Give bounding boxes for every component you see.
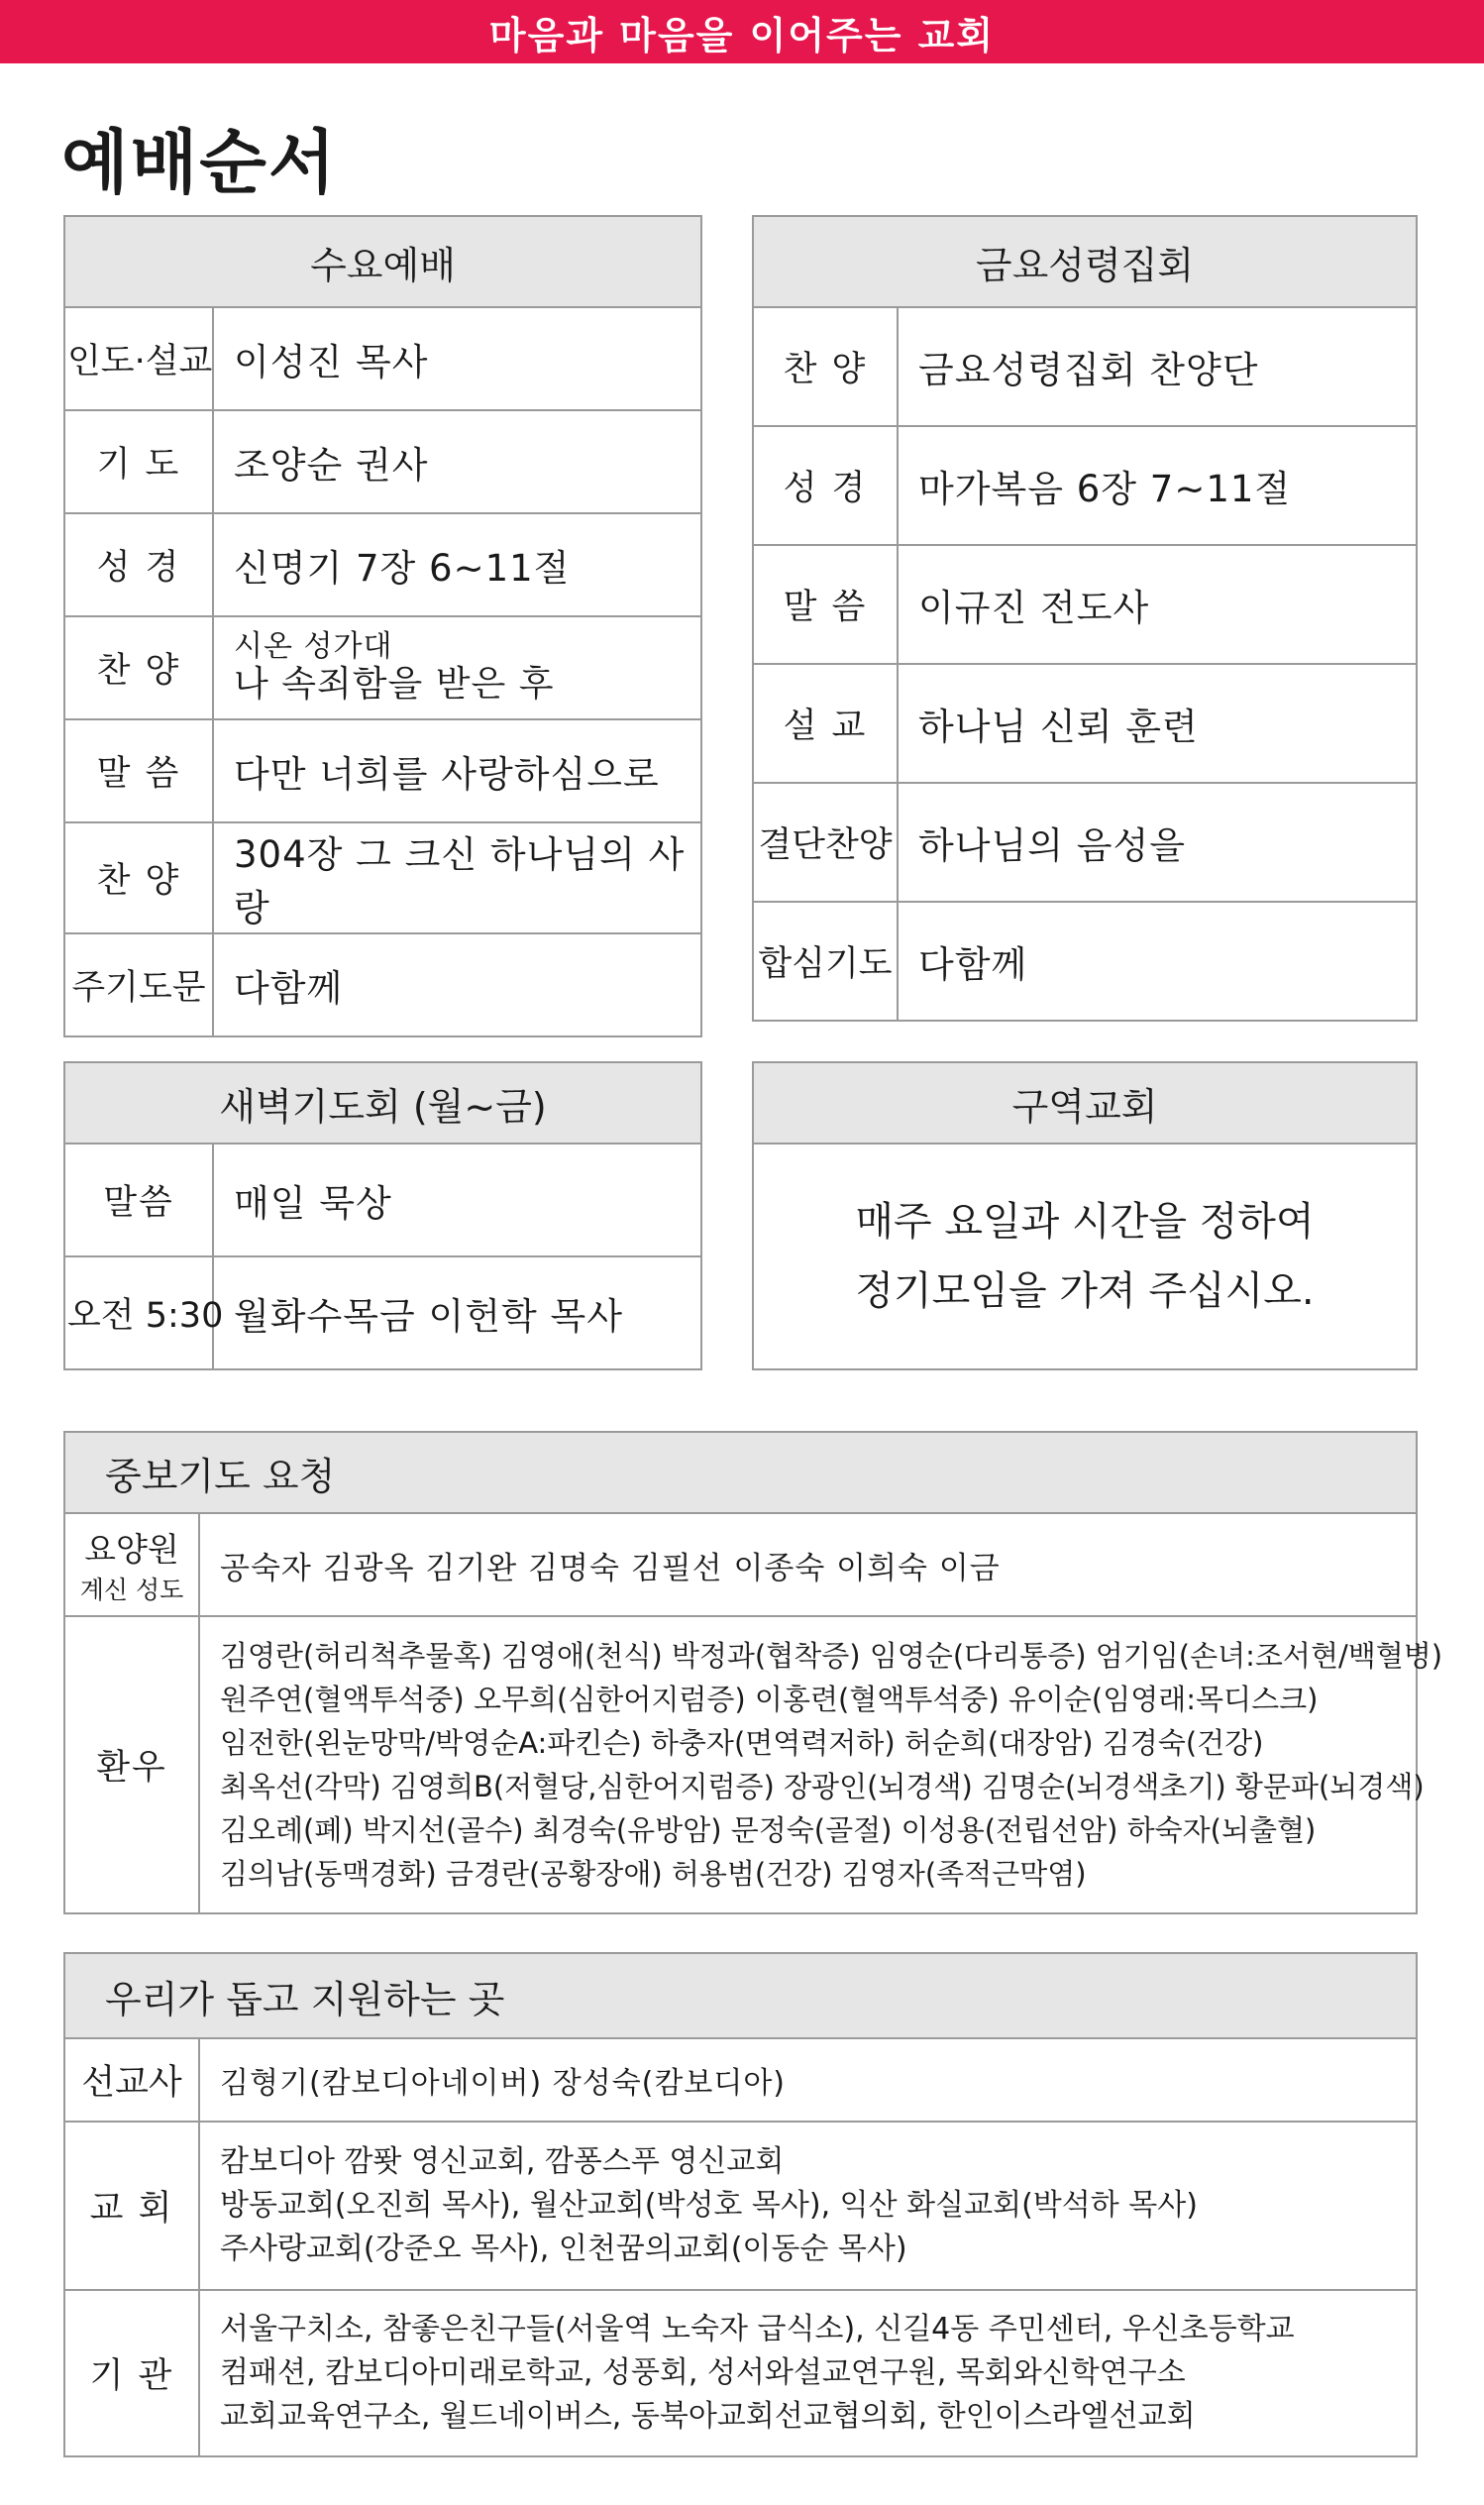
hymn-title: 나 속죄함을 받은 후 bbox=[234, 664, 555, 705]
nursing-home-members: 공숙자 김광옥 김기완 김명숙 김필선 이종숙 이희숙 이금 bbox=[199, 1513, 1417, 1616]
organization-line: 서울구치소, 참좋은친구들(서울역 노숙자 급식소), 신길4동 주민센터, 우신초등학교 bbox=[220, 2312, 1295, 2346]
row-label: 결단찬양 bbox=[753, 783, 898, 902]
nursing-home-label-text: 요양원 bbox=[84, 1529, 179, 1569]
row-label: 오전 5:30 bbox=[64, 1256, 213, 1369]
table-row bbox=[64, 719, 701, 822]
table-row bbox=[753, 664, 1417, 783]
churches-label: 교 회 bbox=[64, 2122, 199, 2290]
table-row bbox=[753, 783, 1417, 902]
row-label: 합심기도 bbox=[753, 902, 898, 1021]
support-title: 우리가 돕고 지원하는 곳 bbox=[64, 1953, 1417, 2038]
organization-line: 컴패션, 캄보디아미래로학교, 성풍회, 성서와설교연구원, 목회와신학연구소 bbox=[220, 2355, 1186, 2390]
row-value: 하나님 신뢰 훈련 bbox=[898, 664, 1417, 783]
table-row bbox=[64, 1256, 701, 1369]
church-slogan-banner: 마음과 마음을 이어주는 교회 bbox=[0, 0, 1484, 63]
row-label: 말씀 bbox=[64, 1144, 213, 1256]
patient-line: 최옥선(각막) 김영희B(저혈당,심한어지럼증) 장광인(뇌경색) 김명순(뇌경색초기) 황문파(뇌경색) bbox=[220, 1770, 1425, 1803]
wednesday-worship-table bbox=[63, 215, 702, 1037]
table-row bbox=[64, 1144, 701, 1256]
intercessory-prayer-table bbox=[63, 1431, 1443, 1914]
patients-label: 환우 bbox=[64, 1616, 199, 1913]
table-row bbox=[64, 822, 701, 933]
district-church-message bbox=[753, 1144, 1417, 1369]
wednesday-worship-title: 수요예배 bbox=[64, 216, 701, 307]
row-value: 다만 너희를 사랑하심으로 bbox=[213, 719, 701, 822]
nursing-home-label bbox=[64, 1513, 199, 1616]
patient-line: 임전한(왼눈망막/박영순A:파킨슨) 하충자(면역력저하) 허순희(대장암) 김경숙(건강) bbox=[220, 1726, 1264, 1760]
table-row bbox=[64, 307, 701, 410]
organizations-list bbox=[199, 2290, 1417, 2456]
row-label: 성 경 bbox=[753, 426, 898, 545]
district-church-title: 구역교회 bbox=[753, 1062, 1417, 1144]
district-church-table bbox=[752, 1061, 1418, 1370]
table-row bbox=[753, 545, 1417, 664]
table-row bbox=[64, 1513, 1417, 1616]
district-message-line: 정기모임을 가져 주십시오. bbox=[855, 1268, 1315, 1314]
row-value: 다함께 bbox=[898, 902, 1417, 1021]
dawn-prayer-table bbox=[63, 1061, 702, 1370]
page-title: 예배순서 bbox=[61, 122, 338, 203]
support-table bbox=[63, 1952, 1418, 2457]
nursing-home-sublabel: 계신 성도 bbox=[79, 1575, 184, 1604]
table-row bbox=[64, 2038, 1417, 2122]
row-value: 매일 묵상 bbox=[213, 1144, 701, 1256]
row-label: 주기도문 bbox=[64, 933, 213, 1036]
patient-line: 김오례(폐) 박지선(골수) 최경숙(유방암) 문정숙(골절) 이성용(전립선암) 하숙자(뇌출혈) bbox=[220, 1813, 1317, 1847]
row-value: 304장 그 크신 하나님의 사랑 bbox=[213, 822, 701, 933]
table-row bbox=[64, 933, 701, 1036]
row-label: 말 씀 bbox=[64, 719, 213, 822]
row-value: 다함께 bbox=[213, 933, 701, 1036]
table-row bbox=[64, 1616, 1417, 1913]
patients-list bbox=[199, 1616, 1443, 1913]
choir-note: 시온 성가대 bbox=[234, 629, 393, 664]
row-label: 설 교 bbox=[753, 664, 898, 783]
table-row bbox=[753, 902, 1417, 1021]
table-row bbox=[64, 2122, 1417, 2290]
patient-line: 원주연(혈액투석중) 오무희(심한어지럼증) 이홍련(혈액투석중) 유이순(임영래:목디스크) bbox=[220, 1683, 1319, 1716]
row-label: 인도·설교 bbox=[64, 307, 213, 410]
row-value: 조양순 권사 bbox=[213, 410, 701, 513]
patient-line: 김영란(허리척추물혹) 김영애(천식) 박정과(협착증) 임영순(다리통증) 엄기임(손녀:조서현/백혈병) bbox=[220, 1639, 1443, 1673]
row-value bbox=[213, 616, 701, 719]
dawn-prayer-title: 새벽기도회 (월~금) bbox=[64, 1062, 701, 1144]
district-message-line: 매주 요일과 시간을 정하여 bbox=[855, 1199, 1315, 1245]
row-value: 이규진 전도사 bbox=[898, 545, 1417, 664]
table-row bbox=[64, 410, 701, 513]
churches-list bbox=[199, 2122, 1417, 2290]
row-value: 마가복음 6장 7~11절 bbox=[898, 426, 1417, 545]
friday-gathering-title: 금요성령집회 bbox=[753, 216, 1417, 307]
row-value: 신명기 7장 6~11절 bbox=[213, 513, 701, 616]
row-label: 성 경 bbox=[64, 513, 213, 616]
missionaries-label: 선교사 bbox=[64, 2038, 199, 2122]
missionaries-value: 김형기(캄보디아네이버) 장성숙(캄보디아) bbox=[199, 2038, 1417, 2122]
table-row bbox=[64, 616, 701, 719]
row-label: 찬 양 bbox=[64, 822, 213, 933]
row-label: 찬 양 bbox=[64, 616, 213, 719]
row-label: 기 도 bbox=[64, 410, 213, 513]
church-line: 방동교회(오진희 목사), 월산교회(박성호 목사), 익산 화실교회(박석하 목사) bbox=[220, 2188, 1198, 2223]
row-label: 찬 양 bbox=[753, 307, 898, 426]
row-value: 금요성령집회 찬양단 bbox=[898, 307, 1417, 426]
organizations-label: 기 관 bbox=[64, 2290, 199, 2456]
table-row bbox=[64, 2290, 1417, 2456]
row-value: 하나님의 음성을 bbox=[898, 783, 1417, 902]
church-line: 캄보디아 깜퐛 영신교회, 깜퐁스푸 영신교회 bbox=[220, 2144, 785, 2179]
row-value: 월화수목금 이헌학 목사 bbox=[213, 1256, 701, 1369]
patient-line: 김의남(동맥경화) 금경란(공황장애) 허용범(건강) 김영자(족적근막염) bbox=[220, 1857, 1087, 1891]
table-row bbox=[753, 426, 1417, 545]
table-row bbox=[64, 513, 701, 616]
row-value: 이성진 목사 bbox=[213, 307, 701, 410]
intercessory-prayer-title: 중보기도 요청 bbox=[64, 1432, 1417, 1513]
friday-gathering-table bbox=[752, 215, 1418, 1022]
organization-line: 교회교육연구소, 월드네이버스, 동북아교회선교협의회, 한인이스라엘선교회 bbox=[220, 2399, 1196, 2434]
row-label: 말 씀 bbox=[753, 545, 898, 664]
table-row bbox=[753, 307, 1417, 426]
church-line: 주사랑교회(강준오 목사), 인천꿈의교회(이동순 목사) bbox=[220, 2232, 907, 2266]
